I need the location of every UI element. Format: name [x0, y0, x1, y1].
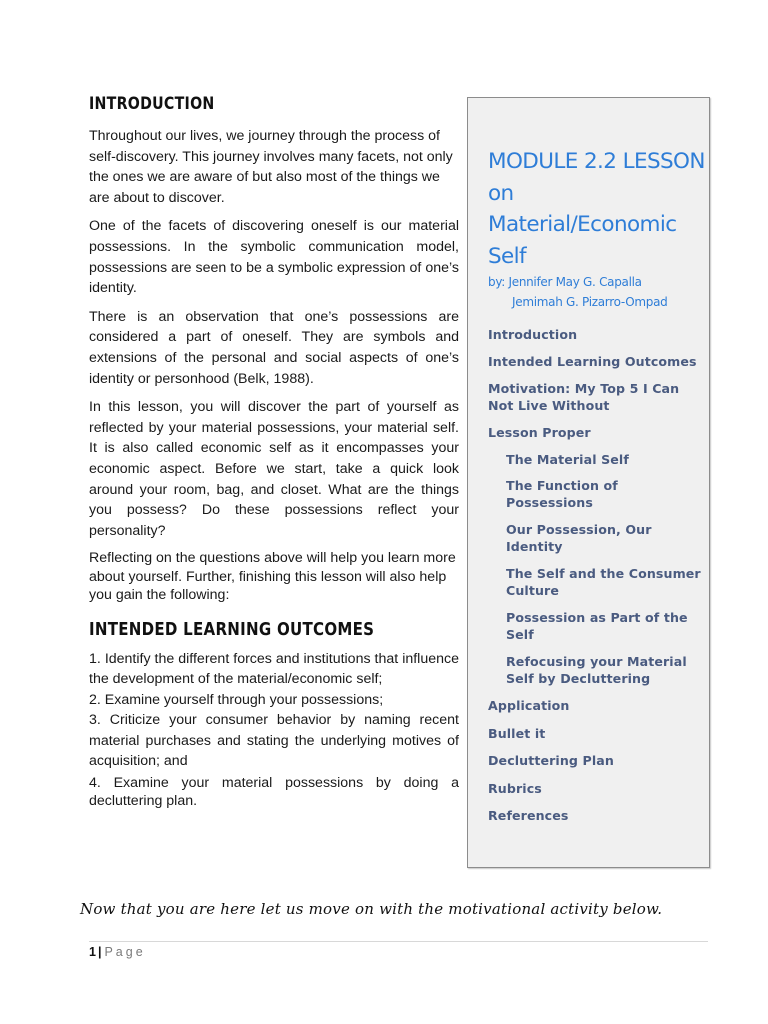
outcomes-list — [89, 649, 459, 809]
toc-references[interactable]: References — [488, 808, 569, 823]
module-sidebar — [467, 97, 710, 868]
toc-function-of-possessions[interactable]: The Function of Possessions — [506, 478, 618, 510]
page-number: 1 — [89, 945, 96, 959]
toc-material-self[interactable]: The Material Self — [506, 451, 629, 467]
toc-intended-learning-outcomes[interactable]: Intended Learning Outcomes — [488, 353, 697, 369]
module-authors — [488, 272, 667, 312]
intro-paragraph-4: In this lesson, you will discover the part of yourself as reflected by your material possessions, your material self. It is also called economic self as it encompasses your economic aspect. Before we start, take a quick look around your room, bag, and closet. What are the things you possess? Do these possessions reflect your personality? — [89, 399, 459, 539]
intro-paragraph-1: Throughout our lives, we journey through the process of self-discovery. This journey involves many facets, not only the ones we are aware of but also most of the things we are about to discover. — [89, 128, 453, 206]
toc-self-consumer-culture[interactable]: The Self and the Consumer Culture — [506, 566, 701, 598]
author-line-2: Jemimah G. Pizarro-Ompad — [512, 295, 668, 309]
outcome-item-3: 3. Criticize your consumer behavior by naming recent material purchases and stating the underlying motives of acquisition; and — [89, 712, 459, 770]
outcomes-heading: INTENDED LEARNING OUTCOMES — [89, 620, 375, 641]
page-label: Page — [104, 945, 146, 959]
table-of-contents — [488, 327, 703, 825]
toc-bullet-it[interactable]: Bullet it — [488, 725, 546, 741]
outcome-item-1: 1. Identify the different forces and institutions that influence the development of the material/economic self; — [89, 651, 459, 688]
toc-rubrics[interactable]: Rubrics — [488, 780, 542, 796]
main-content — [89, 94, 459, 810]
outcome-item-2: 2. Examine yourself through your possessions; — [89, 691, 384, 708]
page-footer — [89, 945, 146, 959]
toc-possession-identity[interactable]: Our Possession, Our Identity — [506, 522, 652, 554]
toc-possession-part-of-self[interactable]: Possession as Part of the Self — [506, 610, 688, 642]
intro-paragraph-3: There is an observation that one’s possessions are considered a part of oneself. They are symbols and extensions of the personal and social aspects of one’s identity or personhood (Belk, 1988). — [89, 308, 459, 387]
intro-paragraph-2: One of the facets of discovering oneself is our material possessions. In the symbolic communication model, possessions are seen to be a symbolic expression of one’s identity. — [89, 218, 459, 297]
toc-introduction[interactable]: Introduction — [488, 327, 578, 342]
page-separator: | — [97, 945, 102, 959]
introduction-heading: INTRODUCTION — [89, 94, 215, 113]
toc-refocusing-decluttering[interactable]: Refocusing your Material Self by Decluttering — [506, 654, 687, 686]
toc-application[interactable]: Application — [488, 698, 570, 713]
author-line-1: by: Jennifer May G. Capalla — [488, 275, 642, 289]
motivation-note: Now that you are here let us move on with the motivational activity below. — [80, 900, 663, 918]
outcome-item-4: 4. Examine your material possessions by doing a decluttering plan. — [89, 774, 459, 809]
intro-paragraph-5: Reflecting on the questions above will help you learn more about yourself. Further, finishing this lesson will also help you gain the following: — [89, 550, 456, 604]
footer-divider — [89, 941, 708, 942]
module-title: MODULE 2.2 LESSON on Material/Economic Self — [488, 149, 705, 269]
toc-motivation[interactable]: Motivation: My Top 5 I Can Not Live Without — [488, 381, 680, 413]
toc-lesson-proper[interactable]: Lesson Proper — [488, 425, 591, 440]
toc-decluttering-plan[interactable]: Decluttering Plan — [488, 753, 614, 768]
